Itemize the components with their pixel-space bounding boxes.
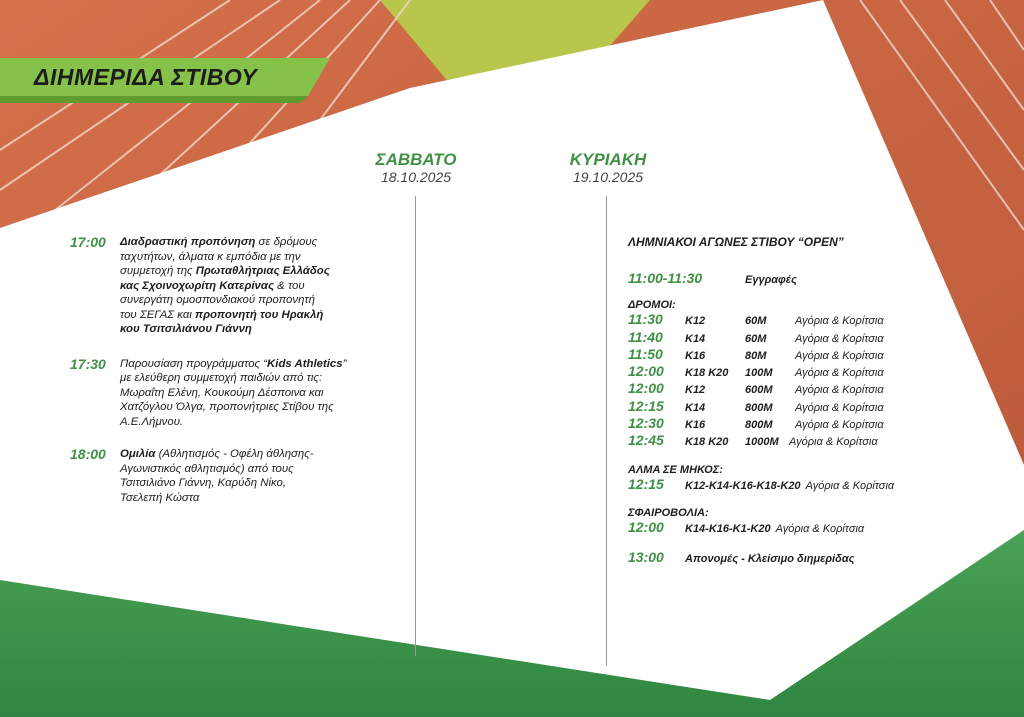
run-participants: Αγόρια & Κορίτσια (795, 367, 884, 380)
run-time: 11:40 (628, 328, 663, 345)
shotput-time: 12:00 (628, 518, 664, 535)
runs-title: ΔΡΟΜΟΙ: (628, 299, 676, 312)
run-row (628, 415, 1018, 432)
shotput-categories: K14-K16-K1-K20 (685, 522, 771, 535)
registration-row (628, 270, 1018, 287)
longjump-who: Αγόρια & Κορίτσια (805, 479, 895, 492)
run-category: K18 K20 (685, 367, 729, 380)
sunday-schedule (628, 235, 1018, 567)
run-row (628, 311, 1018, 328)
longjump-title: ΑΛΜΑ ΣΕ ΜΗΚΟΣ: (628, 463, 723, 476)
run-category: K16 (685, 419, 706, 432)
event-text: Αγωνιστικός αθλητισμός) από τους (120, 462, 294, 475)
longjump-row (628, 476, 1018, 493)
run-row (628, 363, 1018, 380)
closing-row (628, 549, 1018, 566)
run-participants: Αγόρια & Κορίτσια (795, 419, 884, 432)
event-line (120, 415, 346, 430)
run-time: 11:50 (628, 345, 663, 362)
event-text: Τσελεπή Κώστα (120, 491, 200, 504)
longjump-categories: K12-K14-K16-K18-K20 (685, 479, 801, 492)
run-time: 12:30 (628, 415, 664, 432)
event-text: ” (342, 357, 347, 370)
event-text: του ΣΕΓΑΣ και (120, 308, 196, 321)
run-participants: Αγόρια & Κορίτσια (795, 349, 884, 362)
saturday-schedule (70, 235, 400, 505)
saturday-event (70, 357, 400, 430)
registration-time: 11:00-11:30 (628, 270, 703, 286)
run-distance: 80M (745, 349, 767, 362)
event-line (120, 279, 330, 294)
saturday-event (70, 235, 400, 337)
run-category: K14 (685, 401, 706, 414)
closing-label: Απονομές - Κλείσιμο διημερίδας (685, 553, 855, 566)
event-time: 18:00 (70, 446, 106, 462)
sunday-heading: ΛΗΜΝΙΑΚΟΙ ΑΓΩΝΕΣ ΣΤΙΒΟΥ “OPEN” (628, 235, 844, 249)
event-text: Παρουσίαση προγράμματος “ (120, 357, 268, 370)
event-line (120, 476, 314, 491)
event-text: συμμετοχή της (120, 265, 196, 277)
event-text: ταχυτήτων, άλματα κ εμπόδια με την (120, 250, 301, 263)
event-line (120, 491, 314, 506)
run-time: 12:00 (628, 380, 664, 397)
event-text-bold: Kids Athletics (267, 357, 343, 370)
banner-title: ΔΙΗΜΕΡΙΔΑ ΣΤΙΒΟΥ (34, 64, 258, 90)
event-line (120, 400, 346, 415)
event-description (120, 235, 330, 337)
event-text-bold: προπονητή του Ηρακλή (195, 308, 324, 321)
event-text: με ελεύθερη συμμετοχή παιδιών από τις: (120, 372, 323, 384)
run-category: K18 K20 (685, 436, 729, 449)
run-participants: Αγόρια & Κορίτσια (795, 401, 884, 414)
event-text-bold: κας Σχοινοχωρίτη Κατερίνας (120, 279, 275, 292)
event-text: συνεργάτη ομοσπονδιακού προπονητή (120, 294, 315, 306)
closing-time: 13:00 (628, 549, 664, 566)
run-time: 12:15 (628, 397, 664, 414)
event-line (120, 462, 314, 477)
run-row (628, 432, 1018, 449)
event-text: Χατζόγλου Όλγα, προπονήτριες Στίβου της (120, 401, 334, 413)
run-distance: 800M (745, 401, 773, 414)
event-line (120, 308, 330, 323)
event-description (120, 447, 314, 505)
run-category: K16 (685, 349, 706, 362)
event-text: Τσιτσιλιάνο Γιάννη, Καρύδη Νίκο, (120, 477, 287, 489)
run-time: 12:00 (628, 363, 664, 380)
run-category: K14 (685, 332, 706, 345)
event-line (120, 235, 330, 250)
run-row (628, 398, 1018, 415)
event-time: 17:00 (70, 234, 106, 250)
event-line (120, 250, 330, 265)
run-participants: Αγόρια & Κορίτσια (795, 332, 884, 345)
run-distance: 60M (745, 315, 767, 328)
event-line (120, 293, 330, 308)
event-time: 17:30 (70, 355, 106, 372)
run-row (628, 380, 1018, 397)
runs-list (628, 311, 1018, 449)
run-category: K12 (685, 384, 706, 397)
run-time: 11:30 (628, 311, 663, 328)
run-distance: 100M (745, 367, 773, 380)
saturday-event (70, 447, 400, 505)
event-line (120, 447, 314, 462)
event-text-bold: Διαδραστική προπόνηση (120, 236, 256, 248)
event-text-bold: Πρωταθλήτριας Ελλάδος (195, 265, 330, 277)
event-text: Α.Ε.Λήμνου. (120, 415, 184, 428)
run-category: K12 (685, 315, 706, 328)
divider-left (415, 196, 416, 656)
shotput-row (628, 519, 1018, 536)
event-text: (Αθλητισμός - Οφέλη άθλησης- (155, 448, 314, 460)
run-time: 12:45 (628, 432, 664, 449)
run-participants: Αγόρια & Κορίτσια (789, 436, 878, 449)
event-text-bold: κου Τσιτσιλιάνου Γιάννη (120, 323, 252, 335)
run-distance: 800M (745, 419, 773, 432)
run-row (628, 346, 1018, 363)
saturday-label: ΣΑΒΒΑΤΟ (375, 150, 457, 169)
registration-label: Εγγραφές (745, 274, 797, 286)
event-line (120, 322, 330, 337)
run-participants: Αγόρια & Κορίτσια (795, 315, 884, 328)
event-line (120, 371, 346, 386)
longjump-time: 12:15 (628, 475, 664, 492)
event-text: σε δρόμους (255, 236, 318, 248)
run-distance: 60M (745, 332, 767, 345)
shotput-title: ΣΦΑΙΡΟΒΟΛΙΑ: (628, 506, 709, 519)
saturday-date: 18.10.2025 (380, 169, 452, 185)
sunday-label: ΚΥΡΙΑΚΗ (569, 150, 647, 169)
run-distance: 600M (745, 384, 773, 397)
event-line (120, 264, 330, 279)
event-line (120, 357, 346, 372)
divider-right (606, 196, 607, 666)
event-line (120, 386, 346, 401)
run-row (628, 329, 1018, 346)
sunday-date: 19.10.2025 (572, 169, 644, 185)
event-text: Μωραΐτη Ελένη, Κουκούμη Δέσποινα και (120, 386, 324, 399)
event-text-bold: Ομιλία (120, 448, 156, 460)
run-participants: Αγόρια & Κορίτσια (795, 384, 884, 397)
shotput-who: Αγόρια & Κορίτσια (775, 522, 865, 535)
event-text: & του (274, 279, 305, 292)
event-description (120, 357, 346, 430)
run-distance: 1000M (745, 436, 779, 449)
